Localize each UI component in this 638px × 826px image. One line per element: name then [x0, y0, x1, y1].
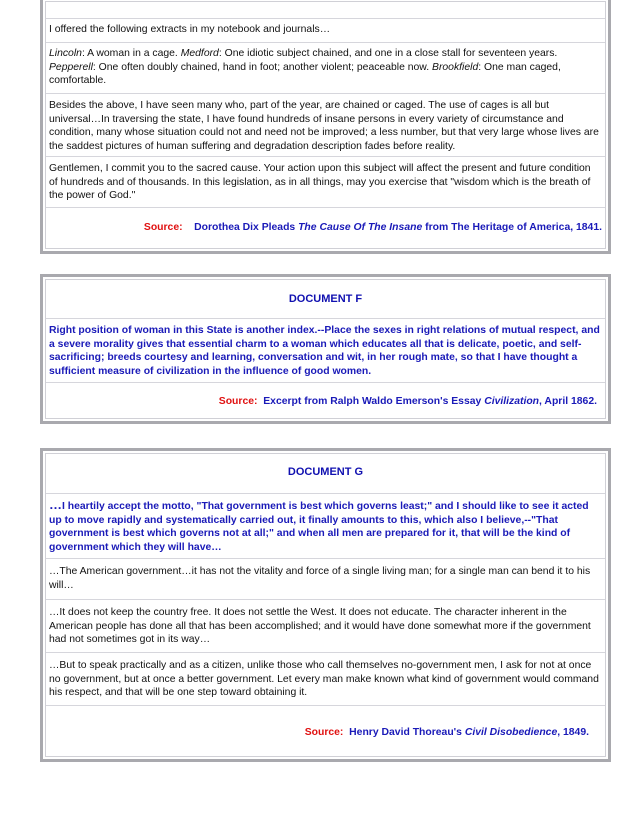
document-g-p4-cell: [46, 652, 605, 704]
document-g-source-cell: [46, 705, 605, 760]
document-e-closing-cell: [46, 156, 605, 206]
source-label: Source:: [304, 727, 344, 738]
town-lincoln: Lincoln: [49, 48, 82, 59]
document-g-p2-cell: [46, 558, 605, 598]
document-e-source: Source: Dorothea Dix Pleads The Cause Of The Insane from The Heritage of America, 1841.: [143, 222, 602, 233]
document-f-heading: DOCUMENT F: [288, 293, 363, 305]
document-e-closing: Gentlemen, I commit you to the sacred cause. Your action upon this subject will affect the present and future condition of hundreds and of thousands. In this legislation, as in all things, may you exercise that "wisdom which is the breath of the power of God.": [49, 163, 591, 202]
document-g-p1-cell: [46, 493, 605, 557]
document-f-box: [40, 274, 611, 424]
document-e-extracts: Lincoln: A woman in a cage. Medford: One idiotic subject chained, and one in a close stall for seventeen years. Pepperell: One often doubly chained, hand in foot; another violent; peaceable now. Brookfield: One man caged, comfortable.: [49, 48, 561, 87]
document-f-inner: [45, 279, 606, 419]
document-f-heading-cell: [46, 280, 605, 317]
source-title: The Cause Of The Insane: [298, 222, 423, 233]
document-g-heading-cell: [46, 454, 605, 492]
document-e-intro: I offered the following extracts in my notebook and journals…: [49, 24, 331, 35]
document-g-source: Source: Henry David Thoreau's Civil Disobedience, 1849.: [304, 727, 589, 738]
document-g-box: [40, 448, 611, 762]
town-brookfield: Brookfield: [432, 61, 479, 73]
document-e-box: [40, 0, 611, 254]
document-f-text-cell: [46, 318, 605, 380]
document-e-paragraph: Besides the above, I have seen many who, part of the year, are chained or caged. The use of cages is all but universal…In traversing the state, I have found hundreds of insane persons in every variety of circumstance and condition, many whose situation could not and need not be improved; a less number, but that very large whose lives are the saddest pictures of human suffering and degradation description fades before reality.: [49, 100, 599, 152]
document-e-extracts-cell: [46, 42, 605, 92]
town-medford: Medford: [180, 48, 219, 59]
document-f-source-cell: [46, 382, 605, 422]
source-title: Civilization: [484, 396, 540, 407]
source-title: Civil Disobedience: [464, 727, 558, 738]
document-g-p2: …The American government…it has not the vitality and force of a single living man; for a single man can bend it to his will…: [49, 566, 591, 591]
document-g-inner: [45, 453, 606, 757]
document-g-heading: DOCUMENT G: [287, 466, 364, 478]
source-label: Source:: [143, 222, 183, 233]
document-e-source-cell: [46, 207, 605, 253]
document-g-p3: …It does not keep the country free. It does not settle the West. It does not educate. The character inherent in the American people has done all that has been accomplished; and it would have done somewhat more if the government had not sometimes got in its way…: [49, 607, 591, 646]
document-f-source: Source: Excerpt from Ralph Waldo Emerson's Essay Civilization, April 1862.: [218, 396, 597, 407]
document-g-p4: …But to speak practically and as a citizen, unlike those who call themselves no-government men, I ask for not at once no government, but at once a better government. Let every man make known what kind of government would command his respect, and that will be one step toward obtaining it.: [49, 660, 599, 699]
source-label: Source:: [218, 396, 258, 407]
document-e-inner: [45, 1, 606, 249]
document-g-p3-cell: [46, 599, 605, 651]
document-f-text: Right position of woman in this State is another index.--Place the sexes in right relations of mutual respect, and a severe morality gives that essential charm to a woman which educates all that is delicate, poetic, and self-sacrificing; breeds courtesy and learning, conversation and wit, in her rough mate, so that I have thought a sufficient measure of civilization in the influence of good women.: [49, 325, 600, 377]
town-pepperell: Pepperell: [49, 61, 93, 73]
document-e-paragraph-cell: [46, 93, 605, 155]
document-g-p1: …I heartily accept the motto, "That government is best which governs least;" and I should like to see it acted up to move rapidly and systematically carried out, it finally amounts to this, which also I believe,--"That government is best which governs not at all;" and when all men are prepared for it, that will be the kind of government which they will have…: [49, 497, 589, 553]
document-e-intro-cell: [46, 18, 605, 40]
